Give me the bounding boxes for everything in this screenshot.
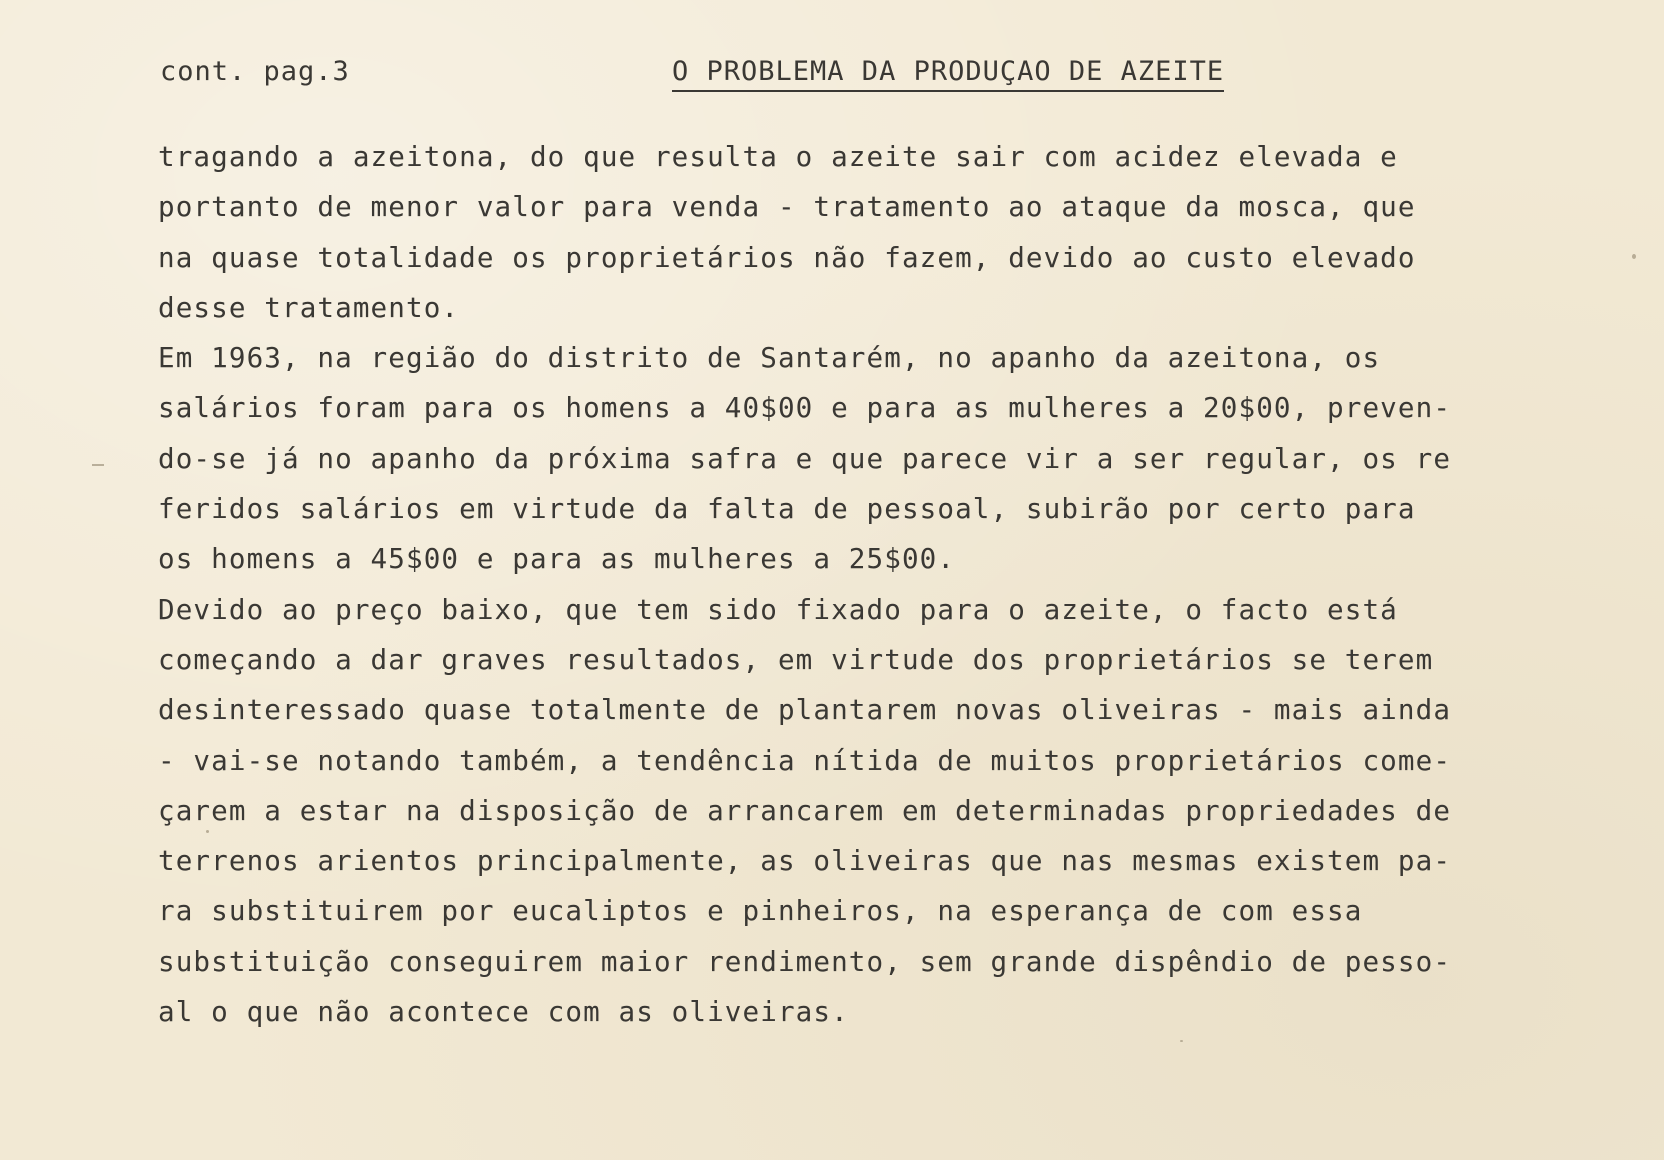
page-reference: cont. pag.3 [160,56,350,87]
text-line: portanto de menor valor para venda - tratamento ao ataque da mosca, que [158,190,1416,224]
text-line: salários foram para os homens a 40$00 e para as mulheres a 20$00, preven- [158,391,1452,425]
paper-speck [1632,254,1636,259]
text-line: Devido ao preço baixo, que tem sido fixado para o azeite, o facto está [158,592,1398,626]
text-line: çarem a estar na disposição de arrancarem em determinadas propriedades de [158,793,1452,827]
text-line: na quase totalidade os proprietários não fazem, devido ao custo elevado [158,240,1416,274]
text-line: os homens a 45$00 e para as mulheres a 25$00. [158,542,956,576]
margin-mark [92,464,104,466]
text-line: ra substituirem por eucaliptos e pinheiros, na esperança de com essa [158,894,1363,928]
document-title: O PROBLEMA DA PRODUÇAO DE AZEITE [672,56,1224,92]
text-line: desse tratamento. [158,290,460,324]
text-line: al o que não acontece com as oliveiras. [158,995,849,1029]
text-line: - vai-se notando também, a tendência nítida de muitos proprietários come- [158,743,1452,777]
text-line: tragando a azeitona, do que resulta o azeite sair com acidez elevada e [158,140,1398,173]
paper-speck [1180,1040,1183,1042]
text-line: terrenos arientos principalmente, as oliveiras que nas mesmas existem pa- [158,844,1452,878]
text-line: feridos salários em virtude da falta de pessoal, subirão por certo para [158,492,1416,526]
text-line: começando a dar graves resultados, em virtude dos proprietários se terem [158,642,1434,676]
text-line: desinteressado quase totalmente de plantarem novas oliveiras - mais ainda [158,693,1452,727]
text-line: Em 1963, na região do distrito de Santarém, no apanho da azeitona, os [158,341,1381,375]
body-text [158,132,1658,1037]
text-line: do-se já no apanho da próxima safra e que parece vir a ser regular, os re [158,441,1452,475]
paper-speck [206,830,209,833]
text-line: substituição conseguirem maior rendimento, sem grande dispêndio de pesso- [158,944,1452,978]
page-header [160,52,1350,96]
